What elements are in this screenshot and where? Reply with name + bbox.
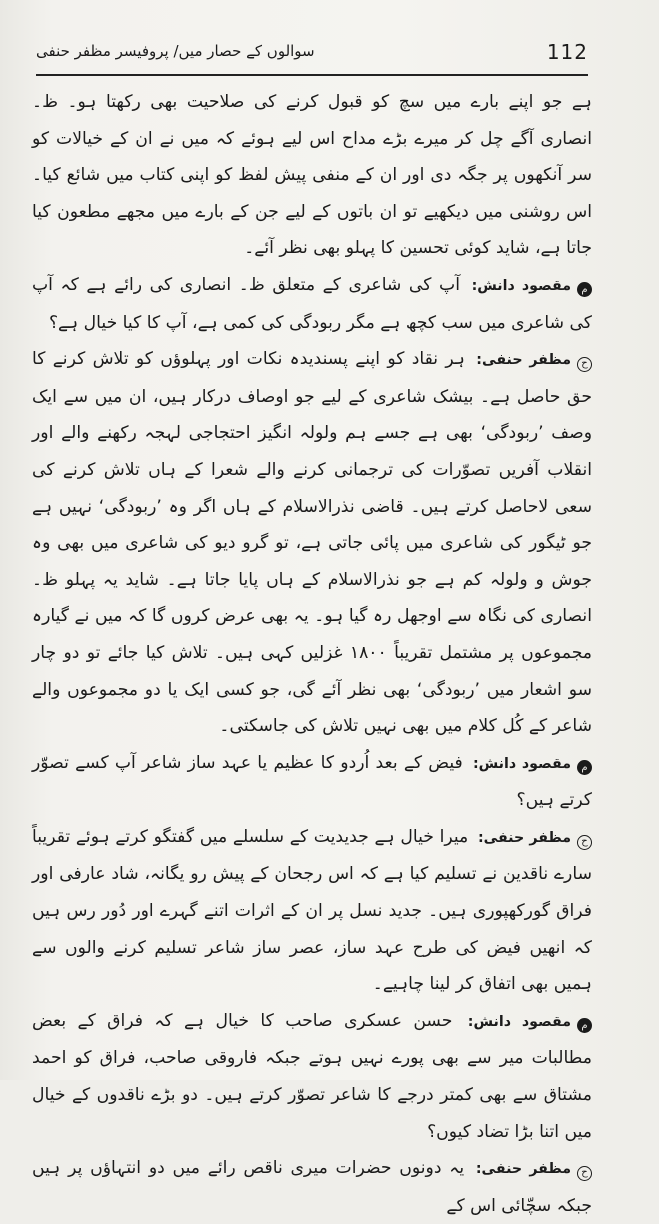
question-2-speaker: مقصود دانش: — [472, 755, 571, 772]
answer-2-text: میرا خیال ہے جدیدیت کے سلسلے میں گفتگو کرتے ہوئے تقریباً سارے ناقدین نے تسلیم کیا ہے کہ اس رجحان کے پیش رو یگانہ، شاد عارفی اور فراق گورکھپوری ہیں۔ جدید نسل پر ان کے اثرات اتنے گہرے اور دُور رس ہیں کہ انھیں فیض کی طرح عہد ساز، عصر ساز شاعر تسلیم کرنے والوں سے ہمیں بھی اتفاق کر لینا چاہیے۔ — [32, 826, 592, 995]
question-2-text: فیض کے بعد اُردو کا عظیم یا عہد ساز شاعر آپ کسے تصوّر کرتے ہیں؟ — [32, 752, 592, 811]
answer-2 — [32, 819, 592, 1003]
question-3-speaker: مقصود دانش: — [467, 1013, 571, 1030]
answer-marker-icon: ح — [577, 1166, 592, 1181]
question-1-speaker: مقصود دانش: — [471, 277, 571, 294]
question-marker-icon: م — [577, 282, 592, 297]
answer-1 — [32, 341, 592, 745]
question-1 — [32, 267, 592, 341]
page-number: 112 — [546, 40, 588, 64]
question-2 — [32, 745, 592, 819]
page-body — [32, 84, 592, 1224]
answer-3 — [32, 1150, 592, 1224]
question-3 — [32, 1003, 592, 1150]
question-1-text: آپ کی شاعری کے متعلق ظ۔ انصاری کی رائے ہے کہ آپ کی شاعری میں سب کچھ ہے مگر ربودگی کی کمی ہے، آپ کا کیا خیال ہے؟ — [32, 274, 592, 333]
answer-2-speaker: مظفر حنفی: — [477, 829, 572, 846]
answer-1-text: ہر نقاد کو اپنے پسندیدہ نکات اور پہلوؤں کو تلاش کرنے کا حق حاصل ہے۔ بیشک شاعری کے لیے جو اوصاف درکار ہیں، ان میں سے ایک وصف ’ربودگی‘ بھی ہے جسے ہم ولولہ انگیز احتجاجی لہجہ رکھنے والے اور انقلاب آفریں تصوّرات کی ترجمانی کرنے والے شعرا کے ہاں تلاش کرنے کی سعی لاحاصل کرتے ہیں۔ قاضی نذرالاسلام کے ہاں اگر وہ ’ربودگی‘ نہیں ہے جو ٹیگور کی شاعری میں پائی جاتی ہے، تو گرو دیو کی شاعری میں بھی وہ جوش و ولولہ کم ہے جو نذرالاسلام کے ہاں پایا جاتا ہے۔ شاید یہ پہلو ظ۔ انصاری کی نگاہ سے اوجھل رہ گیا ہو۔ یہ بھی عرض کروں گا کہ میں نے گیارہ مجموعوں پر مشتمل تقریباً ۱۸۰۰ غزلیں کہی ہیں۔ تلاش کیا جائے تو دو چار سو اشعار میں ’ربودگی‘ بھی نظر آئے گی، جو کسی ایک یا دو مجموعوں والے شاعر کے کُل کلام میں بھی نہیں تلاش کی جاسکتی۔ — [32, 349, 592, 737]
answer-1-speaker: مظفر حنفی: — [476, 352, 571, 369]
running-title: سوالوں کے حصار میں/ پروفیسر مظفر حنفی — [36, 42, 315, 60]
header-rule — [36, 74, 588, 76]
answer-3-speaker: مظفر حنفی: — [475, 1161, 571, 1178]
question-3-text: حسن عسکری صاحب کا خیال ہے کہ فراق کے بعض مطالبات میر سے بھی پورے نہیں ہوتے جبکہ فاروقی صاحب، فراق کو احمد مشتاق سے بھی کمتر درجے کا شاعر تصوّر کرتے ہیں۔ دو بڑے ناقدوں کے خیال میں اتنا بڑا تضاد کیوں؟ — [32, 1010, 592, 1142]
opening-paragraph: ہے جو اپنے بارے میں سچ کو قبول کرنے کی صلاحیت بھی رکھتا ہو۔ ظ۔ انصاری آگے چل کر میرے بڑے مداح اس لیے ہوئے کہ میں نے ان کے خیالات کو سر آنکھوں پر جگہ دی اور ان کے منفی پیش لفظ کو اپنی کتاب میں شائع کیا۔ اس روشنی میں دیکھیے تو ان باتوں کے لیے جن کے بارے میں مجھے مطعون کیا جاتا ہے، شاید کوئی تحسین کا پہلو بھی نظر آئے۔ — [32, 92, 592, 259]
question-marker-icon: م — [577, 760, 592, 775]
page-header — [36, 38, 588, 78]
answer-3-text: یہ دونوں حضرات میری ناقص رائے میں دو انتہاؤں پر ہیں جبکہ سچّائی اس کے — [32, 1158, 592, 1216]
question-marker-icon: م — [577, 1018, 592, 1033]
answer-marker-icon: ح — [577, 357, 592, 372]
answer-marker-icon: ح — [577, 835, 592, 850]
